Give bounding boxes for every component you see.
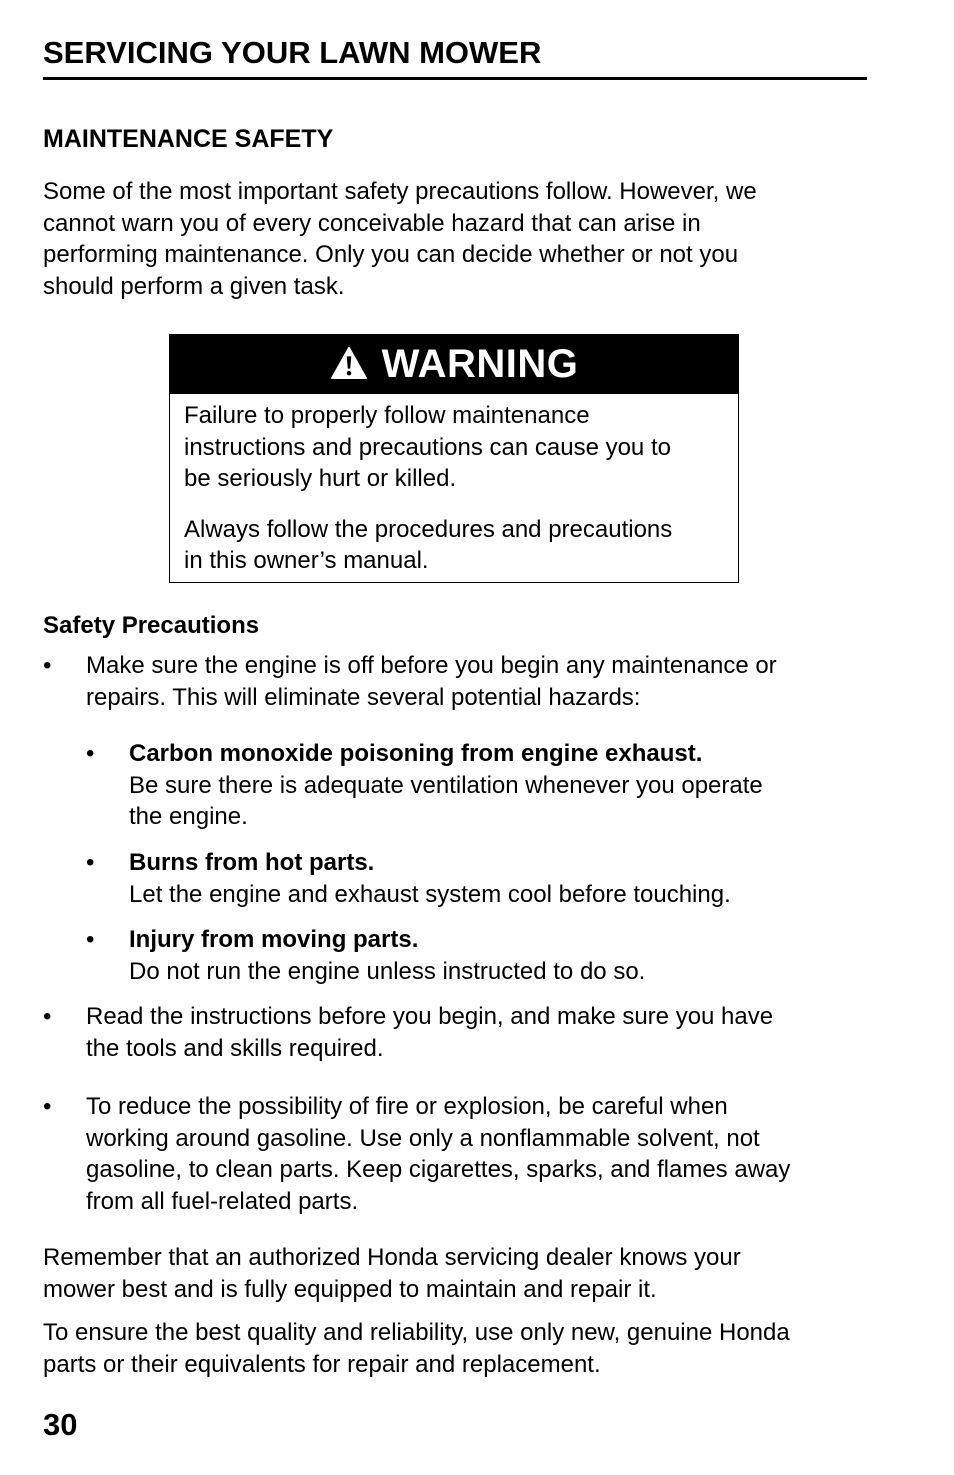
title-rule — [43, 77, 867, 80]
warning-label: WARNING — [381, 342, 579, 386]
bullet: • — [43, 1003, 52, 1030]
bullet: • — [43, 652, 52, 679]
warning-text-1: Failure to properly follow maintenance instructions and precautions can cause you to be seriously hurt or killed. — [184, 402, 671, 492]
section-title: SERVICING YOUR LAWN MOWER — [43, 35, 542, 70]
warning-text-2: Always follow the procedures and precautions in this owner’s manual. — [184, 515, 673, 574]
genuine-parts-paragraph: To ensure the best quality and reliability, use only new, genuine Honda parts or their equivalents for repair and replacement. — [43, 1319, 790, 1378]
warning-header — [170, 335, 738, 394]
bullet: • — [86, 926, 95, 953]
list-item: • To reduce the possibility of fire or explosion, be careful when working around gasoline. Use only a nonflammable solvent, not gasoline, to clean parts. Keep cigarettes, sparks, and flames away from all fuel-related parts. — [43, 1093, 791, 1215]
list-item: • Make sure the engine is off before you begin any maintenance or repairs. This will eliminate several potential hazards: — [43, 652, 777, 711]
sub-list-item: • Carbon monoxide poisoning from engine exhaust. Be sure there is adequate ventilation whenever you operate the engine. — [86, 740, 763, 830]
safety-precautions-heading: Safety Precautions — [43, 612, 260, 639]
dealer-paragraph: Remember that an authorized Honda servicing dealer knows your mower best and is fully equipped to maintain and repair it. — [43, 1244, 741, 1303]
page-number: 30 — [43, 1407, 78, 1442]
bullet: • — [86, 849, 95, 876]
sub-list-item: • Injury from moving parts. Do not run the engine unless instructed to do so. — [86, 926, 646, 985]
warning-body — [170, 394, 738, 577]
warning-triangle-icon — [330, 346, 368, 380]
maintenance-safety-heading: MAINTENANCE SAFETY — [43, 125, 334, 153]
warning-box — [169, 334, 739, 583]
list-item: • Read the instructions before you begin, and make sure you have the tools and skills required. — [43, 1003, 774, 1062]
bullet: • — [86, 740, 95, 767]
intro-paragraph: Some of the most important safety precautions follow. However, we cannot warn you of every conceivable hazard that can arise in performing maintenance. Only you can decide whether or not you should perform a given task. — [43, 178, 757, 300]
sub-list-item: • Burns from hot parts. Let the engine and exhaust system cool before touching. — [86, 849, 731, 908]
bullet: • — [43, 1093, 52, 1120]
